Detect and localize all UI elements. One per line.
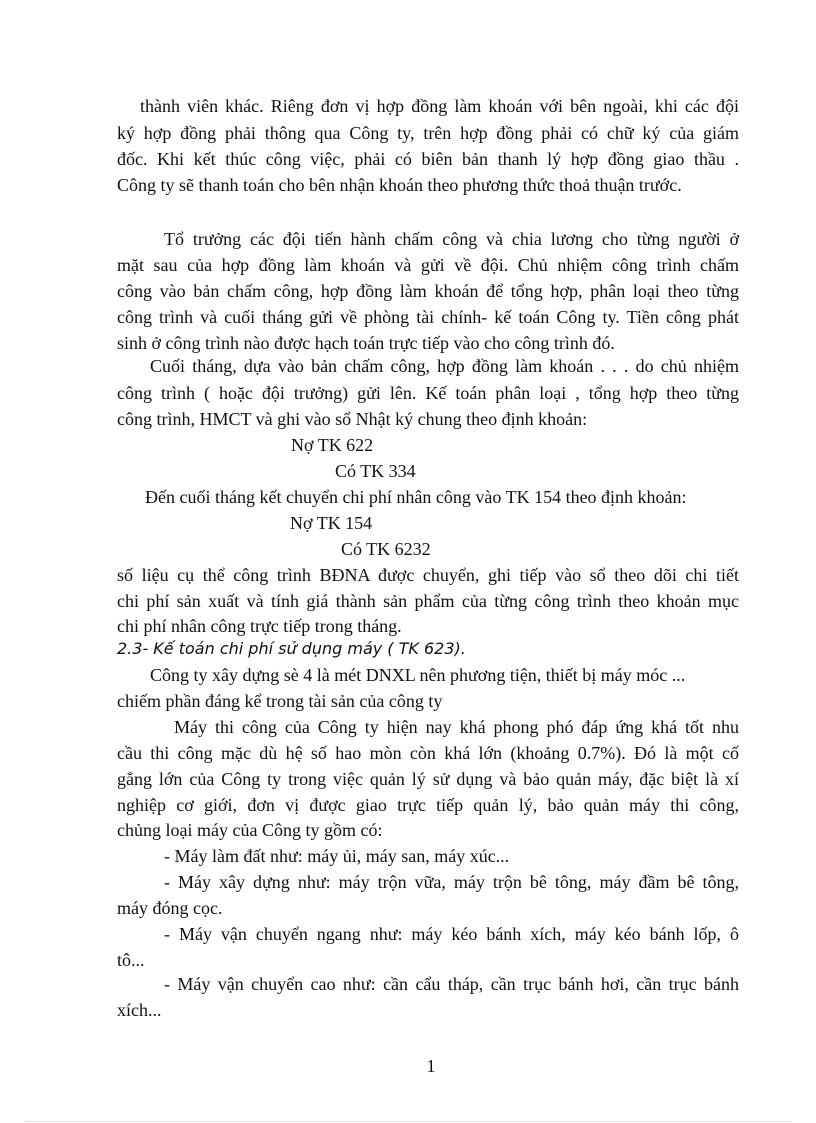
text-line: công vào bản chấm công, hợp đồng làm khoán để tổng hợp, phân loại theo từng [117, 281, 739, 301]
list-item: - Máy làm đất như: máy ủi, máy san, máy xúc... [164, 846, 510, 866]
journal-entry-debit: Nợ TK 622 [291, 435, 374, 455]
list-item: - Máy vận chuyển ngang như: máy kéo bánh xích, máy kéo bánh lốp, ô [164, 924, 739, 944]
text-line: thành viên khác. Riêng đơn vị hợp đồng làm khoán với bên ngoài, khi các đội [140, 96, 739, 116]
text-line: chủng loại máy của Công ty gồm có: [117, 820, 383, 840]
text-line: mặt sau của hợp đồng làm khoán và gửi về đội. Chủ nhiệm công trình chấm [117, 255, 739, 275]
text-line: Cuối tháng, dựa vào bản chấm công, hợp đồng làm khoán . . . do chủ nhiệm [150, 356, 739, 376]
journal-entry-credit: Có TK 6232 [341, 539, 431, 559]
text-line: Máy thi công của Công ty hiện nay khá phong phó đáp ứng khá tốt nhu [174, 717, 739, 737]
text-line: xích... [117, 1000, 162, 1020]
section-heading: 2.3- Kế toán chi phí sử dụng máy ( TK 623). [117, 639, 466, 658]
text-line: công trình ( hoặc đội trưởng) gửi lên. Kế toán phân loại , tổng hợp theo từng [117, 383, 739, 403]
list-item: - Máy xây dựng như: máy trộn vữa, máy trộn bê tông, máy đầm bê tông, [164, 872, 739, 892]
text-line: chi phí sản xuất và tính giá thành sản phẩm của từng công trình theo khoản mục [117, 591, 739, 611]
page-number: 1 [426, 1056, 436, 1076]
journal-entry-debit: Nợ TK 154 [290, 513, 373, 533]
text-line: máy đóng cọc. [117, 898, 223, 918]
journal-entry-credit: Có TK 334 [335, 461, 416, 481]
text-line: công trình và cuối tháng gửi về phòng tài chính- kế toán Công ty. Tiền công phát [117, 307, 739, 327]
page-boundary-rule [25, 1121, 791, 1122]
text-line: Công ty sẽ thanh toán cho bên nhận khoán theo phương thức thoả thuận trước. [117, 175, 682, 195]
text-line: số liệu cụ thể công trình BĐNA được chuyển, ghi tiếp vào sổ theo dõi chi tiết [117, 565, 739, 585]
text-line: chi phí nhân công trực tiếp trong tháng. [117, 616, 402, 636]
text-line: Tổ trưởng các đội tiến hành chấm công và chia lương cho từng người ở [164, 229, 739, 249]
text-line: gắng lớn của Công ty trong việc quản lý sử dụng và bảo quản máy, đặc biệt là xí [117, 769, 739, 789]
text-line: công trình, HMCT và ghi vào sổ Nhật ký chung theo định khoản: [117, 409, 588, 429]
text-line: ký hợp đồng phải thông qua Công ty, trên hợp đồng phải có chữ ký của giám [117, 123, 739, 143]
text-line: nghiệp cơ giới, đơn vị được giao trực tiếp quản lý, bảo quản máy thi công, [117, 795, 739, 815]
text-line: cầu thi công mặc dù hệ số hao mòn còn khá lớn (khoảng 0.7%). Đó là một cố [117, 743, 739, 763]
text-line: Công ty xây dựng sè 4 là mét DNXL nên phương tiện, thiết bị máy móc ... [150, 665, 686, 685]
text-line: sinh ở công trình nào được hạch toán trực tiếp vào cho công trình đó. [117, 333, 615, 353]
text-line: chiếm phần đáng kể trong tài sản của công ty [117, 691, 443, 711]
text-line: Đến cuối tháng kết chuyển chi phí nhân công vào TK 154 theo định khoản: [145, 487, 687, 507]
text-line: đốc. Khi kết thúc công việc, phải có biên bản thanh lý hợp đồng giao thầu . [117, 149, 739, 169]
text-line: tô... [117, 950, 145, 970]
list-item: - Máy vận chuyển cao như: cần cẩu tháp, cần trục bánh hơi, cần trục bánh [164, 974, 739, 994]
